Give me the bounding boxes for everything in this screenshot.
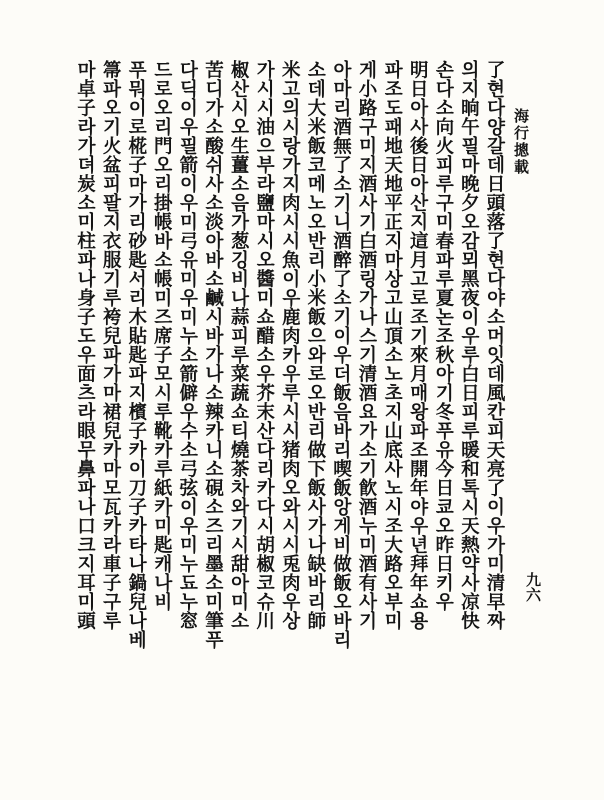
text-column: 파조도패地天地平正지마상고山頂소노초지山底사노시조大路오부미 bbox=[381, 60, 403, 630]
text-column: 椒산시오生薑소음가葱깅비나蒜피루菜蔬쇼티燒茶차와기시甜아미소 bbox=[228, 60, 250, 630]
text-columns bbox=[74, 60, 506, 740]
text-column: 箒파오기火盆피팔지衣服기루袴兒파가마裙兒카마모瓦카라車子구루 bbox=[100, 60, 122, 630]
page-number: 九六 bbox=[524, 572, 542, 602]
text-column: 마卓子라가뎌炭소미柱파나身子도우面츠라眼무鼻파나口크지耳미頭 bbox=[74, 60, 96, 630]
text-column: 의지晌午필마晚夕오감뫼黑夜이우루白日피루暖和톡시天熱약사凉快 bbox=[458, 60, 480, 630]
text-column: 明日아사後日아산지這月고로조기來月매왕파조開年야우년拜年쇼용 bbox=[407, 60, 429, 630]
text-column: 드로오리門오리掛帳바소帳미즈席子모시루靴카루紙카미匙캐나비 bbox=[151, 60, 173, 611]
text-column: 소데大米飯코메노오반리小米飯으와로오반리做下飯사가나缺바리師 bbox=[304, 60, 326, 630]
text-column: 米고의시랑가지肉시시魚이우鹿肉카우루시시猪肉오와시시兎肉우상 bbox=[279, 60, 301, 630]
text-column: 게小路구미지酒사기白酒링가나스기清酒요가소기飮酒누미酒有사기 bbox=[356, 60, 378, 630]
text-column: 가시시油으부라鹽마시오醬미쇼醋소우芥末산다리카다시胡椒코슈川 bbox=[253, 60, 275, 630]
text-column: 了현다양갈데日頭落了현다야소머잇데風칸피天亮了이우가미清早짜 bbox=[484, 60, 505, 630]
text-column: 苦디가소酸쉬사소淡아바소鹹시바가나소辣카니소硯소즈리墨소미筆푸 bbox=[202, 60, 224, 649]
text-column: 다딕이우필箭이우미弓유미우미누소箭僻우수소弓弦이우미누됴누窓 bbox=[176, 60, 198, 630]
text-column: 푸뭐이로椛子마가리砂匙서리木貼匙파지檳子카이刀子카타나鍋兒나베 bbox=[125, 60, 147, 649]
running-header: 海行摠載 bbox=[512, 108, 530, 176]
text-column: 아마리酒無了소기니酒醉了소기이우더飯음바리喫飯앙게비做飯오바리 bbox=[330, 60, 352, 649]
text-column: 손다소向火피루구미春파루夏논조秋아기冬푸유今日쿄오昨日키우 bbox=[432, 60, 454, 611]
